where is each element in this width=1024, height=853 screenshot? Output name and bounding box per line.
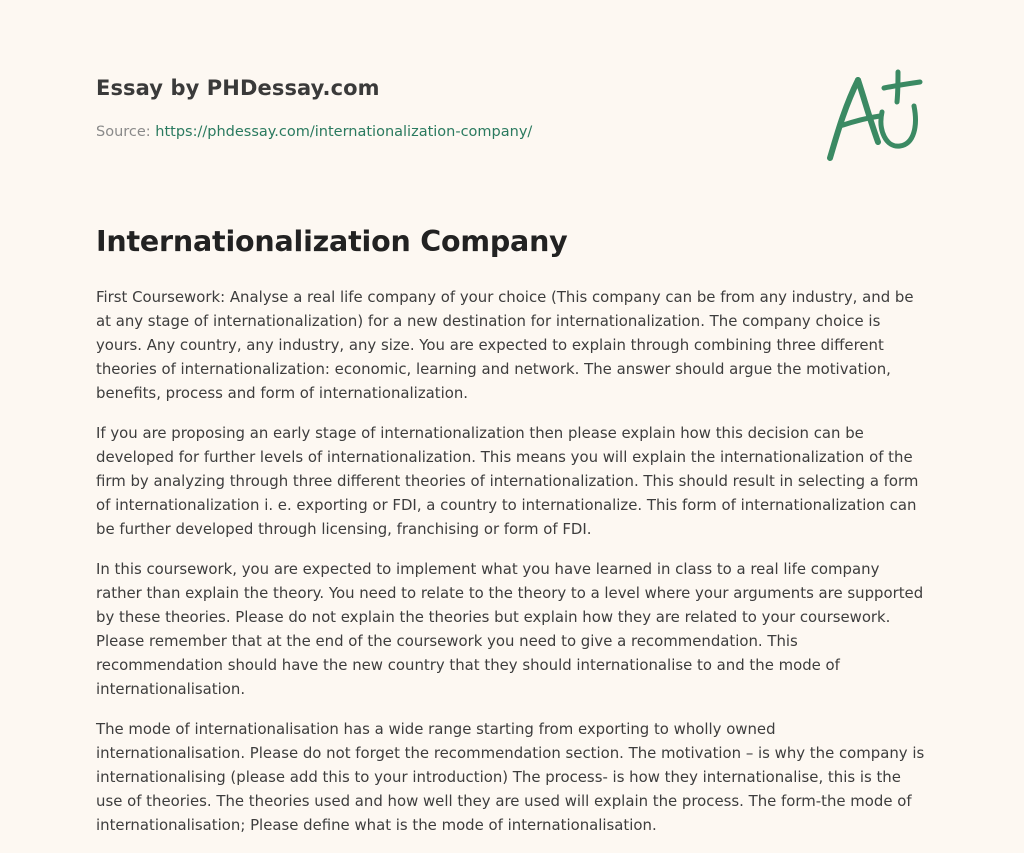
essay-paragraph-2: If you are proposing an early stage of internationalization then please explain how this decision can be developed for further levels of internationalization. This means you will explain the internationalization of the firm by analyzing through three different theories of internationalization. This should result in selecting a form of internationalization i. e. exporting or FDI, a country to internationalize. This form of internationalization can be further developed through licensing, franchising or form of FDI. [96,424,919,538]
a-plus-grade-icon [822,68,926,164]
logo-a-left-stroke [830,80,858,158]
essay-paragraph-1: First Coursework: Analyse a real life company of your choice (This company can be from any industry, and be at any stage of internationalization) for a new destination for internationalization. The company choice is yours. Any country, any industry, any size. You are expected to explain through combining three different theories of internationalization: economic, learning and network. The answer should argue the motivation, benefits, process and form of internationalization. [96,288,914,402]
site-title: Essay by PHDessay.com [96,76,380,100]
logo-a-right-stroke [858,80,878,142]
source-link[interactable]: https://phdessay.com/internationalization-company/ [155,124,533,140]
source-label: Source: [96,124,151,140]
logo-plus-horizontal [884,82,920,88]
essay-paragraph-4: The mode of internationalisation has a wide range starting from exporting to wholly owned internationalisation. Please do not forget the recommendation section. The motivation – is why the company is internationalising (please add this to your introduction) The process- is how they internationalise, this is the use of theories. The theories used and how well they are used will explain the process. The form-the mode of internationalisation; Please define what is the mode of internationalisation. [96,720,925,834]
logo-loop [881,106,915,146]
essay-title: Internationalization Company [96,225,568,258]
essay-paragraph-3: In this coursework, you are expected to implement what you have learned in class to a real life company rather than explain the theory. You need to relate to the theory to a level where your arguments are supported by these theories. Please do not explain the theories but explain how they are related to your coursework. Please remember that at the end of the coursework you need to give a recommendation. This recommendation should have the new country that they should internationalise to and the mode of internationalisation. [96,560,924,698]
source-line [96,124,532,140]
essay-body [96,285,928,853]
